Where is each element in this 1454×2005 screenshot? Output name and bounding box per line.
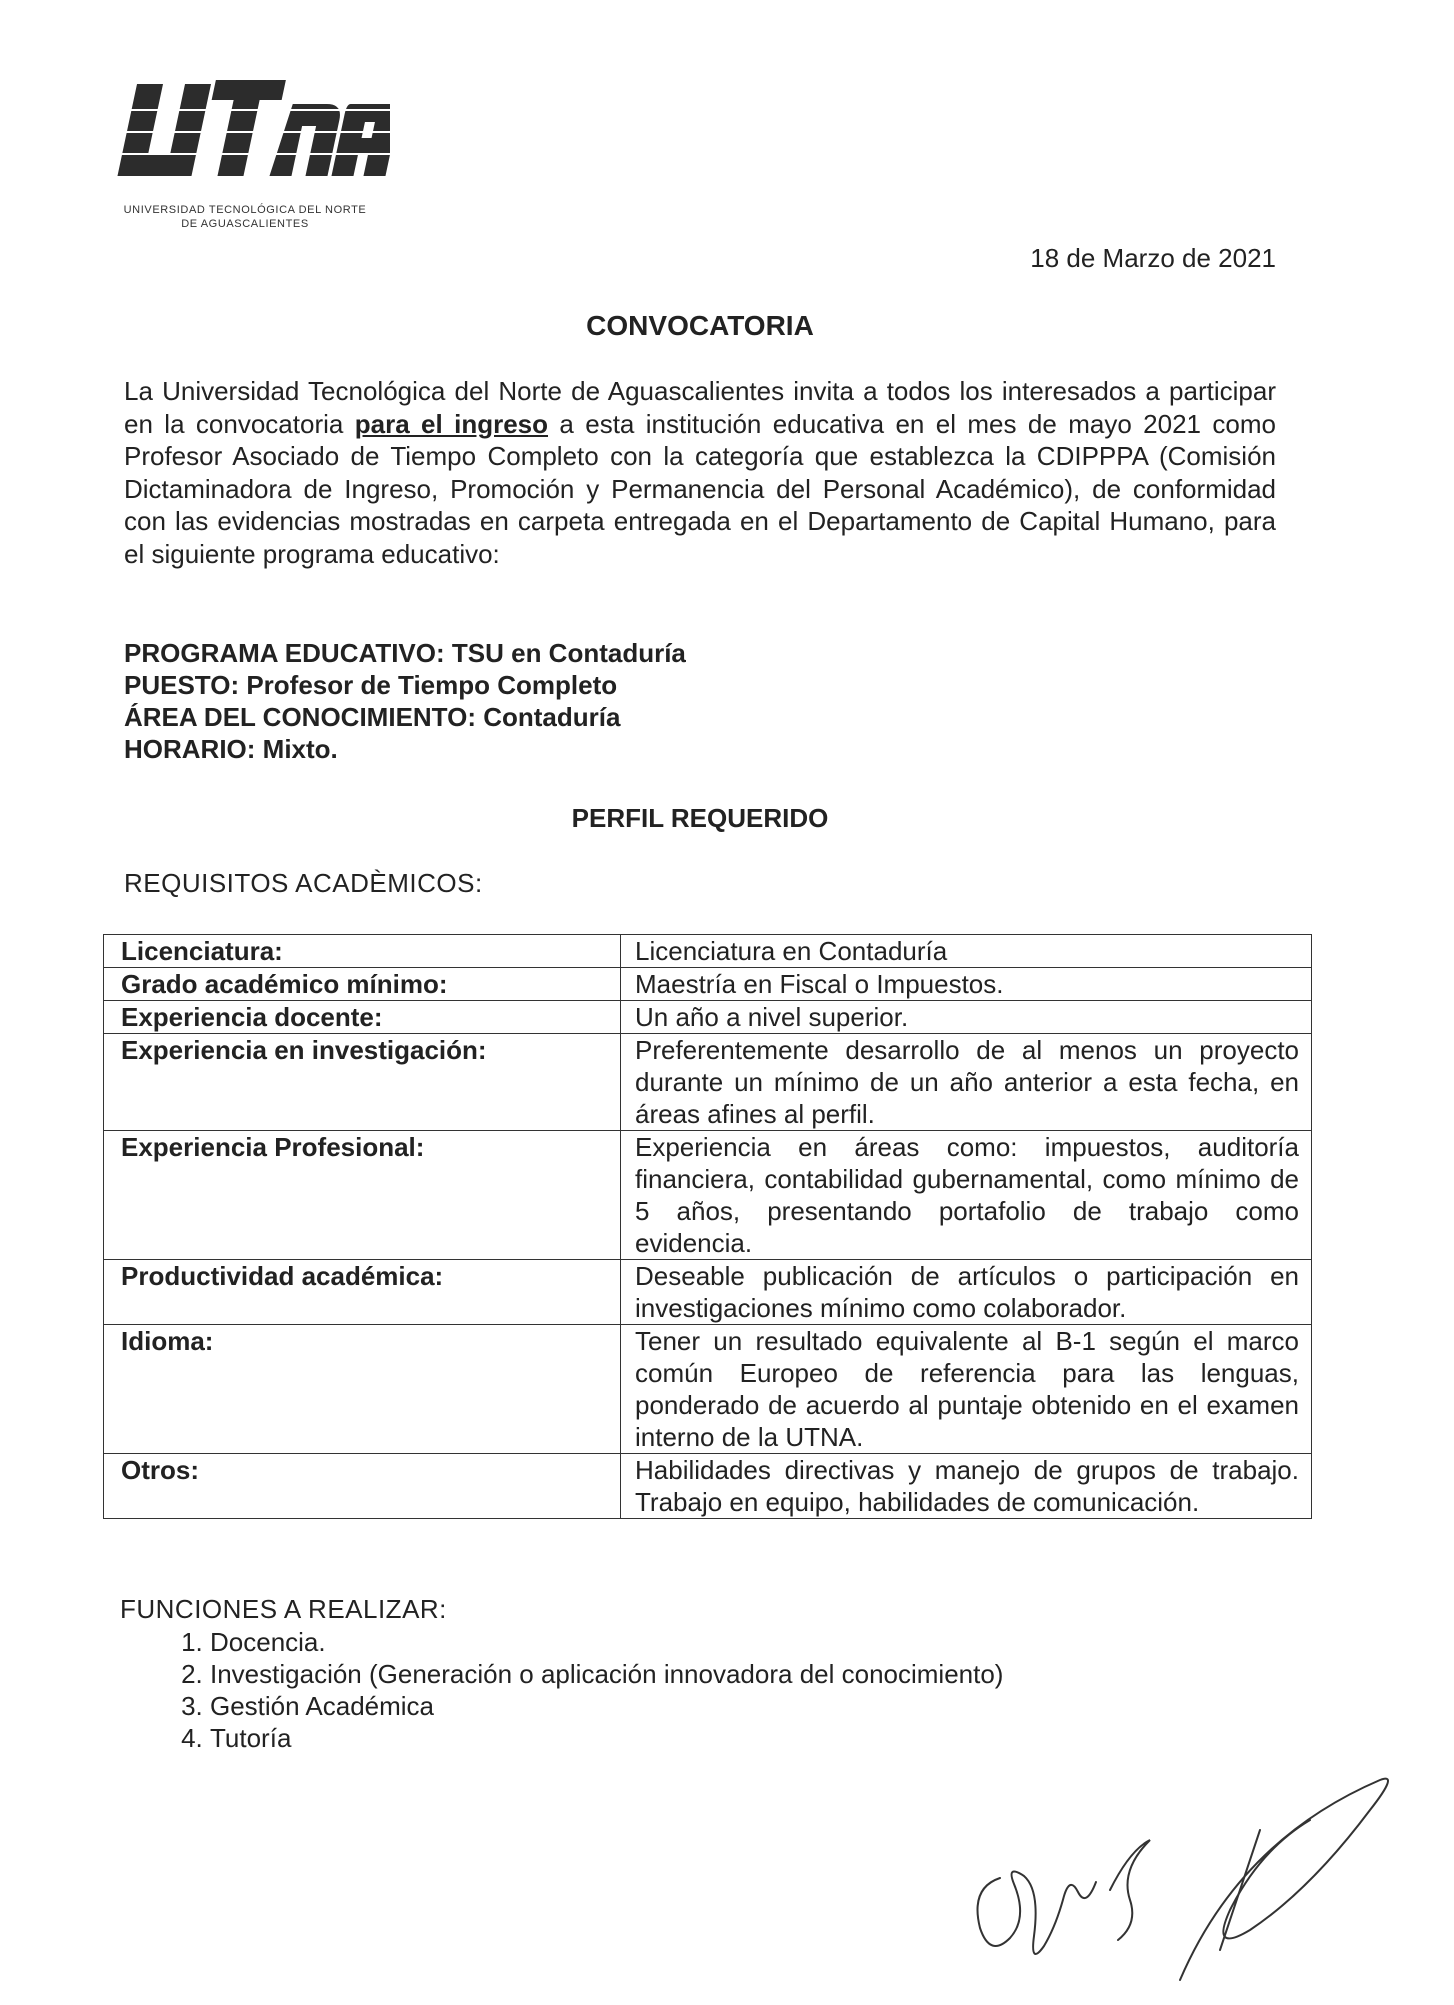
row-label: Grado académico mínimo: [104, 968, 621, 1001]
table-row [104, 935, 1312, 968]
intro-text-1: La Universidad Tecnológica del Norte de Aguascalientes invita a todos los interesados a participar en la convocatoria [124, 376, 1276, 439]
field-puesto: PUESTO: Profesor de Tiempo Completo [124, 670, 618, 700]
intro-paragraph [124, 375, 1276, 570]
list-item: 1. Docencia. [210, 1626, 1003, 1658]
row-label: Experiencia docente: [104, 1001, 621, 1034]
requisitos-heading: REQUISITOS ACADÈMICOS: [124, 868, 483, 898]
institution-name-line1: UNIVERSIDAD TECNOLÓGICA DEL NORTE [123, 204, 367, 216]
field-horario: HORARIO: Mixto. [124, 734, 338, 764]
row-value: Licenciatura en Contaduría [621, 935, 1312, 968]
list-item: 3. Gestión Académica [210, 1690, 1003, 1722]
utna-logo-mark [100, 70, 390, 200]
table-row [104, 1260, 1312, 1325]
program-fields [124, 637, 686, 765]
row-label: Otros: [104, 1454, 621, 1519]
row-value: Tener un resultado equivalente al B-1 según el marco común Europeo de referencia para las lenguas, ponderado de acuerdo al puntaje obtenido en el examen interno de la UTNA. [621, 1325, 1312, 1454]
field-programa: PROGRAMA EDUCATIVO: TSU en Contaduría [124, 638, 686, 668]
row-label: Experiencia Profesional: [104, 1131, 621, 1260]
row-value: Deseable publicación de artículos o participación en investigaciones mínimo como colaborador. [621, 1260, 1312, 1325]
row-label: Productividad académica: [104, 1260, 621, 1325]
table-row [104, 1001, 1312, 1034]
row-label: Experiencia en investigación: [104, 1034, 621, 1131]
utna-logo [100, 70, 390, 240]
table-row [104, 968, 1312, 1001]
requisitos-table [103, 934, 1312, 1519]
row-value: Experiencia en áreas como: impuestos, auditoría financiera, contabilidad gubernamental, como mínimo de 5 años, presentando portafolio de trabajo como evidencia. [621, 1131, 1312, 1260]
intro-emphasis: para el ingreso [354, 408, 549, 439]
table-row [104, 1325, 1312, 1454]
table-row [104, 1454, 1312, 1519]
handwritten-signature [960, 1760, 1420, 2005]
document-date: 18 de Marzo de 2021 [1030, 243, 1276, 273]
row-value: Maestría en Fiscal o Impuestos. [621, 968, 1312, 1001]
institution-name-line2: DE AGUASCALIENTES [181, 218, 309, 230]
field-area: ÁREA DEL CONOCIMIENTO: Contaduría [124, 702, 621, 732]
funciones-list [120, 1626, 1003, 1754]
intro-text-2: a esta institución educativa en el mes de mayo 2021 como Profesor Asociado de Tiempo Completo con la categoría que establezca la CDIPPPA (Comisión Dictaminadora de Ingreso, Promoción y Permanencia del Personal Académico), de conformidad con las evidencias mostradas en carpeta entregada en el Departamento de Capital Humano, para el siguiente programa educativo: [124, 408, 1276, 569]
row-label: Licenciatura: [104, 935, 621, 968]
row-label: Idioma: [104, 1325, 621, 1454]
row-value: Un año a nivel superior. [621, 1001, 1312, 1034]
table-row [104, 1034, 1312, 1131]
row-value: Habilidades directivas y manejo de grupos de trabajo. Trabajo en equipo, habilidades de comunicación. [621, 1454, 1312, 1519]
list-item: 2. Investigación (Generación o aplicación innovadora del conocimiento) [210, 1658, 1003, 1690]
row-value: Preferentemente desarrollo de al menos un proyecto durante un mínimo de un año anterior a esta fecha, en áreas afines al perfil. [621, 1034, 1312, 1131]
table-row [104, 1131, 1312, 1260]
funciones-heading: FUNCIONES A REALIZAR: [120, 1594, 447, 1624]
perfil-heading: PERFIL REQUERIDO [571, 803, 829, 833]
document-title: CONVOCATORIA [586, 310, 814, 341]
list-item: 4. Tutoría [210, 1722, 1003, 1754]
